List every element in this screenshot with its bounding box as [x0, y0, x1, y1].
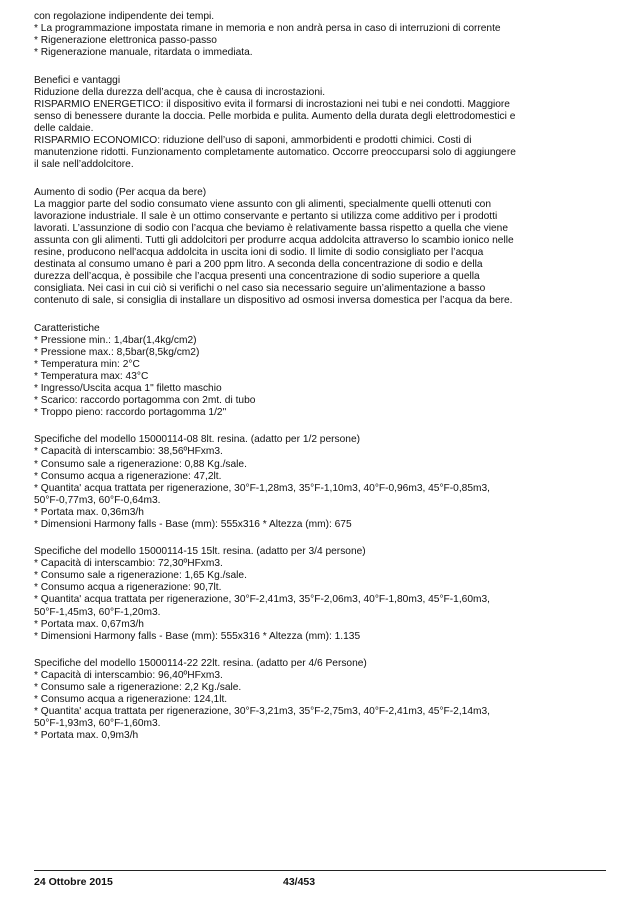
page-number: 43/453 [283, 876, 316, 888]
text-line: manutenzione ridotti. Funzionamento completamente automatico. Occorre preoccuparsi solo di aggiungere [34, 146, 516, 158]
text-line: delle caldaie. [34, 122, 94, 134]
text-line: * Consumo sale a rigenerazione: 1,65 Kg./sale. [34, 570, 247, 582]
text-line: * Capacità di interscambio: 96,40ºHFxm3. [34, 670, 223, 682]
text-line: resine, producono nell'acqua addolcita in uscita ioni di sodio. Il limite di sodio consigliato per l’acqua [34, 246, 484, 258]
paragraph [34, 658, 606, 742]
text-line: * Consumo acqua a rigenerazione: 90,7lt. [34, 582, 222, 594]
text-line: Caratteristiche [34, 322, 100, 334]
text-line: 50°F-1,45m3, 60°F-1,20m3. [34, 606, 161, 618]
text-line: * Capacità di interscambio: 72,30ºHFxm3. [34, 558, 223, 570]
text-line: 50°F-0,77m3, 60°F-0,64m3. [34, 494, 161, 506]
text-line: RISPARMIO ENERGETICO: il dispositivo evita il formarsi di incrostazioni nei tubi e nei condotti. Maggiore [34, 98, 510, 110]
text-line: lavorazione industriale. Il sale è un ottimo conservante e pertanto si utilizza come additivo per i prodotti [34, 210, 498, 222]
paragraph [34, 75, 606, 171]
text-line: consigliata. Nei casi in cui ciò si verifichi o nel caso sia necessario seguire un’alimentazione a basso [34, 282, 486, 294]
text-line: * Quantita' acqua trattata per rigenerazione, 30°F-1,28m3, 35°F-1,10m3, 40°F-0,96m3, 45°F-0,85m3, [34, 482, 490, 494]
text-line: * Troppo pieno: raccordo portagomma 1/2" [34, 406, 227, 418]
text-line: * Ingresso/Uscita acqua 1" filetto maschio [34, 382, 222, 394]
text-line: * Pressione min.: 1,4bar(1,4kg/cm2) [34, 334, 197, 346]
text-line: Specifiche del modello 15000114-08 8lt. resina. (adatto per 1/2 persone) [34, 434, 361, 446]
text-line: RISPARMIO ECONOMICO: riduzione dell’uso di saponi, ammorbidenti e prodotti chimici. Costi di [34, 134, 472, 146]
paragraph [34, 11, 606, 59]
text-line: assunta con gli alimenti. Tutti gli addolcitori per produrre acqua addolcita attraverso lo scambio ionico nelle [34, 234, 514, 246]
text-line: * Rigenerazione elettronica passo-passo [34, 35, 217, 47]
text-line: lavorati. L’assunzione di sodio con l’acqua che beviamo è relativamente bassa rispetto a quella che viene [34, 222, 509, 234]
text-line: * La programmazione impostata rimane in memoria e non andrà persa in caso di interruzioni di corrente [34, 23, 501, 35]
text-line: * Temperatura min: 2°C [34, 358, 140, 370]
text-line: senso di benessere durante la doccia. Pelle morbida e pulita. Aumento della durata degli elettrodomestici e [34, 110, 516, 122]
text-line: * Portata max. 0,9m3/h [34, 730, 139, 742]
text-line: * Consumo sale a rigenerazione: 0,88 Kg./sale. [34, 458, 247, 470]
document-body [34, 11, 606, 758]
text-line: La maggior parte del sodio consumato viene assunto con gli alimenti, specialmente quelli ottenuti con [34, 198, 492, 210]
text-line: * Rigenerazione manuale, ritardata o immediata. [34, 47, 253, 59]
paragraph [34, 187, 606, 307]
text-line: * Quantita' acqua trattata per rigenerazione, 30°F-3,21m3, 35°F-2,75m3, 40°F-2,41m3, 45°F-2,14m3, [34, 706, 490, 718]
paragraph [34, 323, 606, 419]
text-line: * Quantita' acqua trattata per rigenerazione, 30°F-2,41m3, 35°F-2,06m3, 40°F-1,80m3, 45°F-1,60m3, [34, 594, 490, 606]
text-line: * Pressione max.: 8,5bar(8,5kg/cm2) [34, 346, 200, 358]
text-line: con regolazione indipendente dei tempi. [34, 11, 215, 22]
text-line: Specifiche del modello 15000114-15 15lt. resina. (adatto per 3/4 persone) [34, 546, 366, 558]
text-line: * Dimensioni Harmony falls - Base (mm): 555x316 * Altezza (mm): 675 [34, 518, 352, 530]
paragraph [34, 434, 606, 530]
text-line: Benefici e vantaggi [34, 74, 121, 86]
text-line: il sale nell’addolcitore. [34, 159, 134, 171]
text-line: * Consumo sale a rigenerazione: 2,2 Kg./sale. [34, 682, 242, 694]
text-line: Specifiche del modello 15000114-22 22lt. resina. (adatto per 4/6 Persone) [34, 658, 367, 670]
footer-divider [34, 870, 606, 871]
text-line: durezza dell’acqua, è possibile che l’acqua presenti una concentrazione di sodio superiore a quella [34, 270, 480, 282]
text-line: destinata al consumo umano è pari a 200 ppm litro. A seconda della concentrazione di sodio e della [34, 258, 483, 270]
text-line: 50°F-1,93m3, 60°F-1,60m3. [34, 718, 161, 730]
text-line: * Consumo acqua a rigenerazione: 124,1lt. [34, 694, 228, 706]
text-line: * Capacità di interscambio: 38,56ºHFxm3. [34, 446, 223, 458]
text-line: * Dimensioni Harmony falls - Base (mm): 555x316 * Altezza (mm): 1.135 [34, 630, 361, 642]
text-line: Riduzione della durezza dell’acqua, che è causa di incrostazioni. [34, 86, 326, 98]
text-line: * Temperatura max: 43°C [34, 370, 149, 382]
text-line: * Portata max. 0,36m3/h [34, 506, 144, 518]
text-line: contenuto di sale, si consiglia di installare un dispositivo ad osmosi inversa domestica per l’acqua da bere. [34, 294, 513, 306]
text-line: * Portata max. 0,67m3/h [34, 618, 144, 630]
paragraph [34, 546, 606, 642]
text-line: * Consumo acqua a rigenerazione: 47,2lt. [34, 470, 222, 482]
text-line: Aumento di sodio (Per acqua da bere) [34, 186, 207, 198]
text-line: * Scarico: raccordo portagomma con 2mt. di tubo [34, 394, 256, 406]
footer-date: 24 Ottobre 2015 [34, 876, 113, 888]
